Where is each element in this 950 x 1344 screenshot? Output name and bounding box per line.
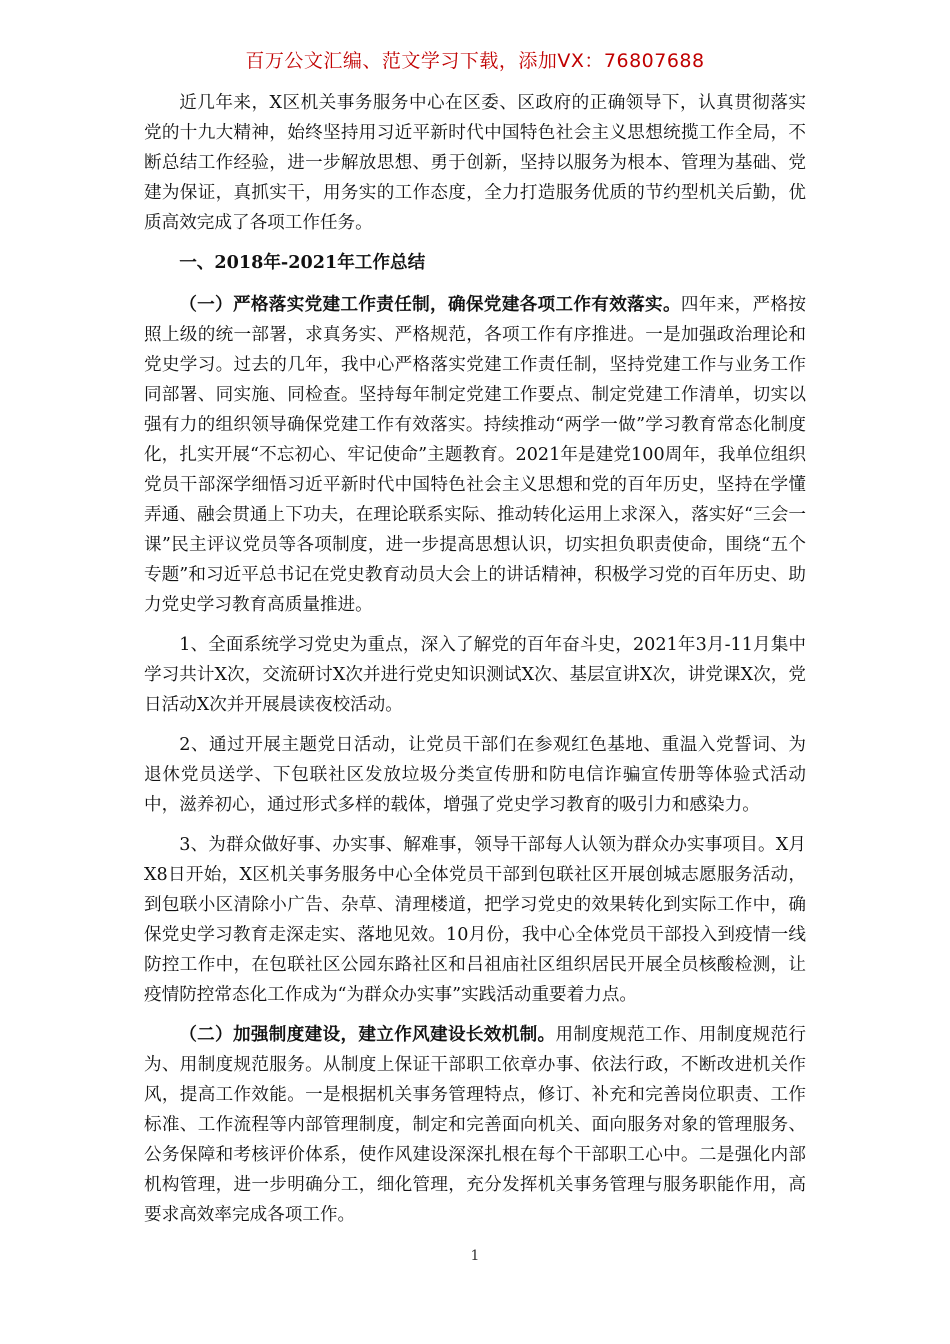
subsection-2-lead: （二）加强制度建设，建立作风建设长效机制。 [179, 1024, 556, 1045]
section-heading: 一、2018年-2021年工作总结 [179, 252, 426, 273]
subsection-1-lead: （一）严格落实党建工作责任制，确保党建各项工作有效落实。 [179, 294, 681, 315]
page-number: 1 [470, 1248, 480, 1264]
intro-paragraph: 近几年来，X区机关事务服务中心在区委、区政府的正确领导下，认真贯彻落实党的十九大精神，始终坚持用习近平新时代中国特色社会主义思想统揽工作全局，不断总结工作经验，进一步解放思想、勇于创新，坚持以服务为根本、管理为基础、党建为保证，真抓实干，用务实的工作态度，全力打造服务优质的节约型机关后勤，优质高效完成了各项工作任务。 [144, 93, 806, 233]
list-item-2: 2、通过开展主题党日活动，让党员干部们在参观红色基地、重温入党誓词、为退休党员送学、下包联社区发放垃圾分类宣传册和防电信诈骗宣传册等体验式活动中，滋养初心，通过形式多样的载体，增强了党史学习教育的吸引力和感染力。 [144, 735, 806, 815]
subsection-2-text: 用制度规范工作、用制度规范行为、用制度规范服务。从制度上保证干部职工依章办事、依法行政，不断改进机关作风，提高工作效能。一是根据机关事务管理特点，修订、补充和完善岗位职责、工作标准、工作流程等内部管理制度，制定和完善面向机关、面向服务对象的管理服务、公务保障和考核评价体系，使作风建设深深扎根在每个干部职工心中。二是强化内部机构管理，进一步明确分工，细化管理，充分发挥机关事务管理与服务职能作用，高要求高效率完成各项工作。 [144, 1025, 806, 1225]
list-item-1: 1、全面系统学习党史为重点，深入了解党的百年奋斗史，2021年3月-11月集中学习共计X次，交流研讨X次并进行党史知识测试X次、基层宣讲X次，讲党课X次，党日活动X次并开展晨读夜校活动。 [144, 635, 806, 715]
subsection-1-paragraph [144, 290, 806, 620]
subsection-1-text: 四年来，严格按照上级的统一部署，求真务实、严格规范，各项工作有序推进。一是加强政治理论和党史学习。过去的几年，我中心严格落实党建工作责任制，坚持党建工作与业务工作同部署、同实施、同检查。坚持每年制定党建工作要点、制定党建工作清单，切实以强有力的组织领导确保党建工作有效落实。持续推动“两学一做”学习教育常态化制度化，扎实开展“不忘初心、牢记使命”主题教育。2021年是建党100周年，我单位组织党员干部深学细悟习近平新时代中国特色社会主义思想和党的百年历史，坚持在学懂弄通、融会贯通上下功夫，在理论联系实际、推动转化运用上求深入，落实好“三会一课”民主评议党员等各项制度，进一步提高思想认识，切实担负职责使命，围绕“五个专题”和习近平总书记在党史教育动员大会上的讲话精神，积极学习党的百年历史、助力党史学习教育高质量推进。 [144, 295, 806, 615]
list-item-3: 3、为群众做好事、办实事、解难事，领导干部每人认领为群众办实事项目。X月X8日开始，X区机关事务服务中心全体党员干部到包联社区开展创城志愿服务活动，到包联小区清除小广告、杂草、清理楼道，把学习党史的效果转化到实际工作中，确保党史学习教育走深走实、落地见效。10月份，我中心全体党员干部投入到疫情一线防控工作中，在包联社区公园东路社区和吕祖庙社区组织居民开展全员核酸检测，让疫情防控常态化工作成为“为群众办实事”实践活动重要着力点。 [144, 835, 806, 1005]
subsection-2-paragraph [144, 1020, 806, 1230]
header-banner: 百万公文汇编、范文学习下载，添加VX：76807688 [245, 50, 705, 72]
document-body [144, 88, 806, 1240]
